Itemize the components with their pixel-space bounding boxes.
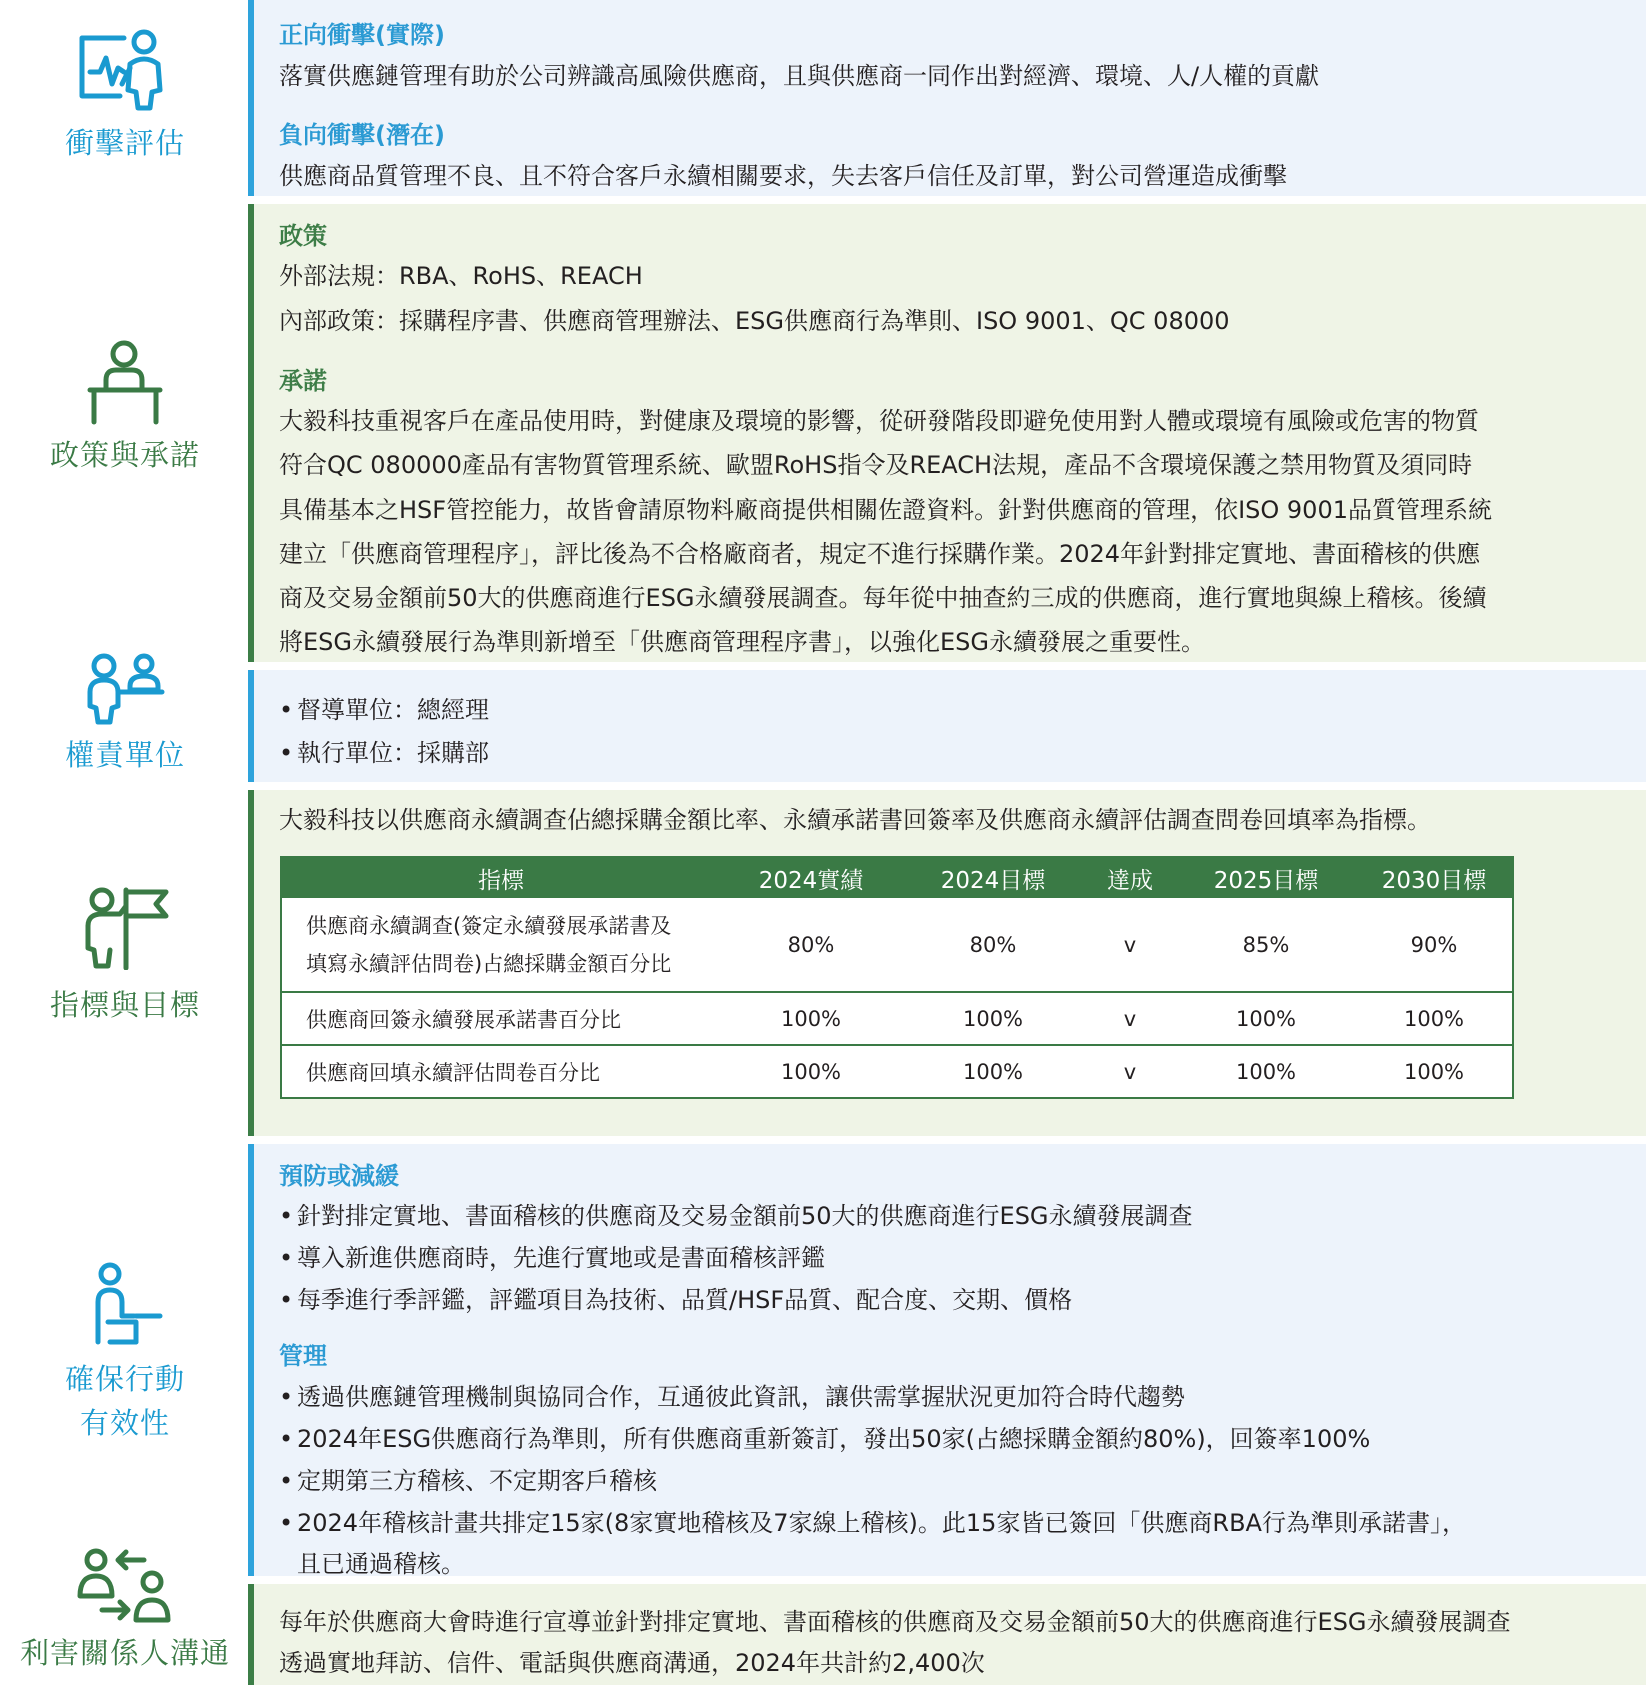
value-2024-target: 80% — [969, 932, 1017, 957]
management-heading: 管理 — [279, 1342, 327, 1370]
internal-policies: 內部政策：採購程序書、供應商管理辦法、ESG供應商行為準則、ISO 9001、QC 08000 — [279, 307, 1230, 335]
kpi-table — [280, 856, 1514, 1099]
value-2024-target: 100% — [902, 1045, 1084, 1098]
impact-assessment-label: 衝擊評估 — [64, 126, 185, 160]
indicator-name: 供應商永續調查(簽定永續發展承諾書及 填寫永續評估問卷)占總採購金額百分比 — [306, 913, 672, 976]
value-achieved: v — [1123, 932, 1137, 957]
responsibility-unit-icon — [84, 652, 166, 726]
header-indicator: 指標 — [281, 857, 720, 898]
management-item: • 2024年ESG供應商行為準則，所有供應商重新簽訂，發出50家(占總採購金額約80%)，回簽率100% — [279, 1425, 1371, 1453]
action-effectiveness-panel — [248, 1144, 1646, 1576]
value-2024-target: 100% — [902, 992, 1084, 1045]
header-2024-actual: 2024實績 — [720, 857, 902, 898]
value-2030-target: 90% — [1410, 932, 1458, 957]
negative-impact-text: 供應商品質管理不良、且不符合客戶永續相關要求，失去客戶信任及訂單，對公司營運造成衝擊 — [279, 162, 1287, 190]
stakeholder-communication-line: 透過實地拜訪、信件、電話與供應商溝通，2024年共計約2,400次 — [279, 1649, 985, 1677]
header-achieved: 達成 — [1084, 857, 1176, 898]
header-2025-target: 2025目標 — [1176, 857, 1356, 898]
policy-heading: 政策 — [279, 222, 327, 250]
positive-impact-heading: 正向衝擊(實際) — [279, 21, 445, 49]
commitment-line: 大毅科技重視客戶在產品使用時，對健康及環境的影響，從研發階段即避免使用對人體或環境有風險或危害的物質 — [279, 407, 1479, 435]
responsibility-unit-label: 權責單位 — [64, 738, 185, 772]
value-2030-target: 100% — [1356, 992, 1513, 1045]
prevention-item: • 每季進行季評鑑，評鑑項目為技術、品質/HSF品質、配合度、交期、價格 — [279, 1286, 1073, 1314]
impact-assessment-panel — [248, 0, 1646, 196]
policy-commitment-label: 政策與承諾 — [49, 438, 200, 472]
stakeholder-communication-line: 每年於供應商大會時進行宣導並針對排定實地、書面稽核的供應商及交易金額前50大的供應商進行ESG永續發展調查 — [279, 1608, 1511, 1636]
action-effectiveness-label-line2: 有效性 — [79, 1406, 170, 1440]
value-2025-target: 85% — [1242, 932, 1290, 957]
targets-intro: 大毅科技以供應商永續調查佔總採購金額比率、永續承諾書回簽率及供應商永續評估調查問卷回填率為指標。 — [279, 806, 1431, 834]
value-2024-actual: 100% — [720, 992, 902, 1045]
commitment-line: 建立「供應商管理程序」，評比後為不合格廠商者，規定不進行採購作業。2024年針對排定實地、書面稽核的供應 — [279, 540, 1481, 568]
prevention-item: • 針對排定實地、書面稽核的供應商及交易金額前50大的供應商進行ESG永續發展調查 — [279, 1202, 1193, 1230]
prevention-item: • 導入新進供應商時，先進行實地或是書面稽核評鑑 — [279, 1244, 825, 1272]
supervisor-unit: • 督導單位：總經理 — [279, 696, 489, 724]
management-item: • 定期第三方稽核、不定期客戶稽核 — [279, 1467, 657, 1495]
table-row — [281, 1045, 1513, 1098]
commitment-line: 具備基本之HSF管控能力，故皆會請原物料廠商提供相關佐證資料。針對供應商的管理，依ISO 9001品質管理系統 — [279, 496, 1492, 524]
positive-impact-text: 落實供應鏈管理有助於公司辨識高風險供應商，且與供應商一同作出對經濟、環境、人/人權的貢獻 — [279, 62, 1320, 90]
responsibility-unit-panel — [248, 670, 1646, 782]
action-effectiveness-icon — [86, 1262, 166, 1346]
header-2030-target: 2030目標 — [1356, 857, 1513, 898]
stakeholder-communication-icon — [76, 1546, 176, 1628]
prevention-heading: 預防或減緩 — [279, 1162, 399, 1190]
header-2024-target: 2024目標 — [902, 857, 1084, 898]
stakeholder-communication-panel — [248, 1584, 1646, 1685]
indicator-name: 供應商回簽永續發展承諾書百分比 — [281, 992, 720, 1045]
external-regulations: 外部法規：RBA、RoHS、REACH — [279, 262, 643, 290]
targets-label: 指標與目標 — [49, 988, 200, 1022]
commitment-heading: 承諾 — [279, 367, 327, 395]
impact-assessment-icon — [78, 28, 174, 112]
commitment-line: 符合QC 080000產品有害物質管理系統、歐盟RoHS指令及REACH法規，產品不含環境保護之禁用物質及須同時 — [279, 451, 1473, 479]
commitment-line: 將ESG永續發展行為準則新增至「供應商管理程序書」，以強化ESG永續發展之重要性。 — [279, 628, 1205, 656]
targets-flag-icon — [80, 886, 172, 970]
value-2025-target: 100% — [1176, 992, 1356, 1045]
policy-commitment-icon — [86, 338, 164, 428]
kpi-table-header — [281, 857, 1513, 898]
value-achieved: v — [1084, 992, 1176, 1045]
commitment-line: 商及交易金額前50大的供應商進行ESG永續發展調查。每年從中抽查約三成的供應商，進行實地與線上稽核。後續 — [279, 584, 1487, 612]
value-2024-actual: 100% — [720, 1045, 902, 1098]
value-2030-target: 100% — [1356, 1045, 1513, 1098]
management-item: • 2024年稽核計畫共排定15家(8家實地稽核及7家線上稽核)。此15家皆已簽回「供應商RBA行為準則承諾書」， — [279, 1509, 1466, 1537]
table-row — [281, 898, 1513, 992]
executive-unit: • 執行單位：採購部 — [279, 739, 489, 767]
stakeholder-communication-label: 利害關係人溝通 — [19, 1636, 230, 1670]
policy-commitment-panel — [248, 204, 1646, 662]
management-item: • 透過供應鏈管理機制與協同合作，互通彼此資訊，讓供需掌握狀況更加符合時代趨勢 — [279, 1383, 1185, 1411]
table-row — [281, 992, 1513, 1045]
value-achieved: v — [1084, 1045, 1176, 1098]
targets-panel — [248, 790, 1646, 1136]
value-2024-actual: 80% — [787, 932, 835, 957]
management-item-continued: 且已通過稽核。 — [297, 1550, 465, 1578]
action-effectiveness-label-line1: 確保行動 — [64, 1362, 185, 1396]
indicator-name: 供應商回填永續評估問卷百分比 — [281, 1045, 720, 1098]
value-2025-target: 100% — [1176, 1045, 1356, 1098]
negative-impact-heading: 負向衝擊(潛在) — [279, 121, 445, 149]
